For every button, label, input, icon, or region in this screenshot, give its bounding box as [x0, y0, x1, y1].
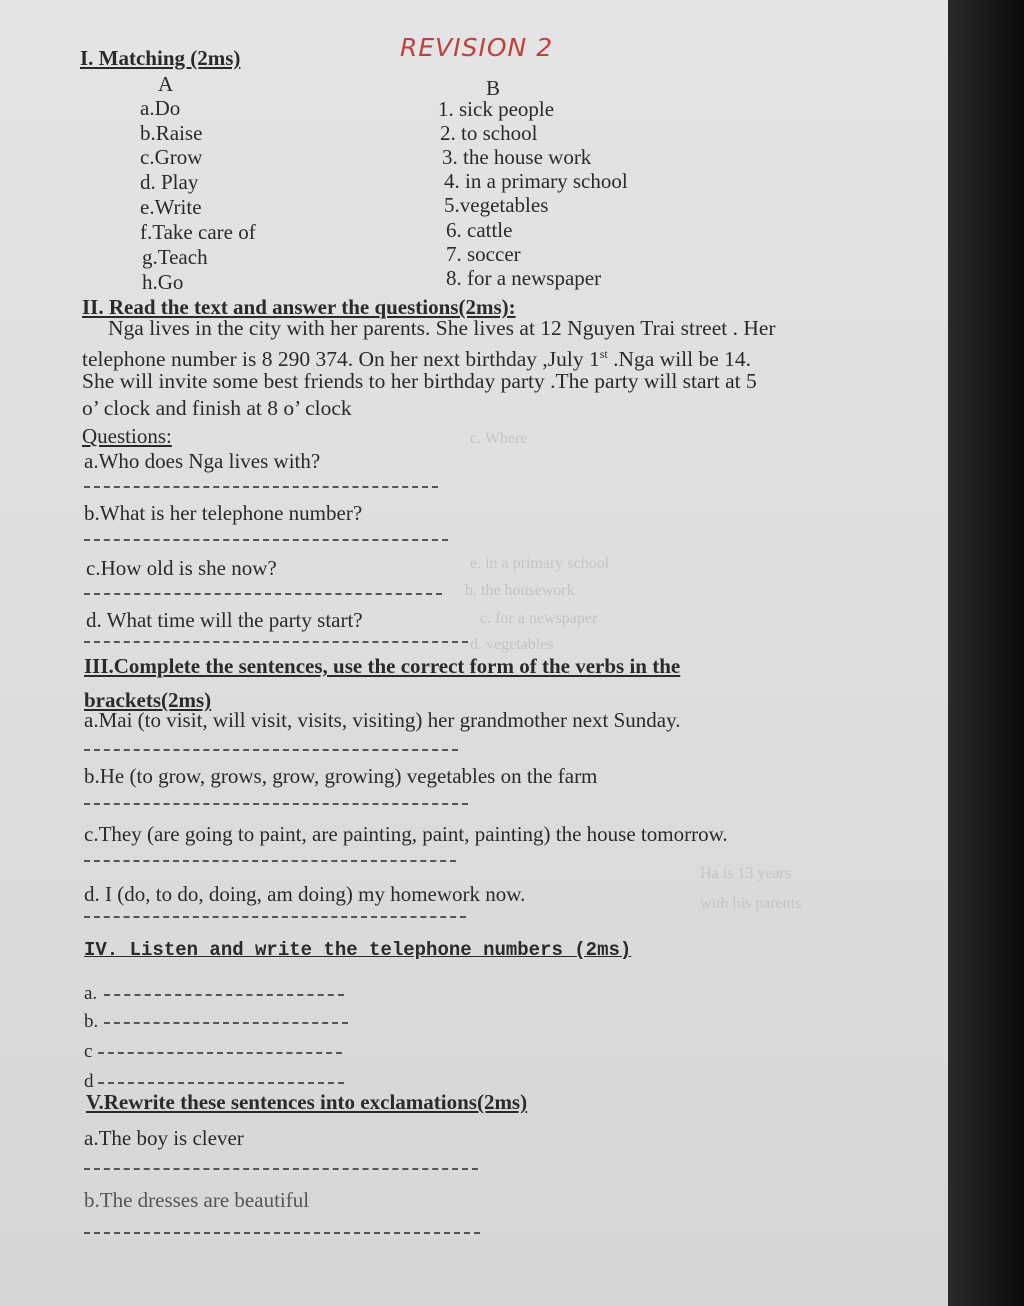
verb-sentence: a.Mai (to visit, will visit, visits, visiting) her grandmother next Sunday.: [84, 708, 681, 732]
passage-line: o’ clock and finish at 8 o’ clock: [82, 396, 352, 420]
answer-line[interactable]: [84, 539, 448, 541]
match-b-item: 8. for a newspaper: [446, 266, 602, 290]
match-b-item: 6. cattle: [446, 218, 513, 242]
exclamation-sentence: a.The boy is clever: [84, 1126, 244, 1150]
phone-label: a.: [84, 983, 98, 1004]
match-a-item: a.Do: [140, 96, 181, 120]
question: b.What is her telephone number?: [84, 501, 363, 525]
passage-line-text: .Nga will be 14.: [607, 347, 752, 372]
match-a-item: c.Grow: [140, 145, 203, 169]
handwritten-title: REVISION 2: [400, 33, 554, 62]
section-4-heading: IV. Listen and write the telephone numbers (2ms): [84, 939, 632, 961]
column-a-header: A: [158, 72, 174, 96]
bleed-through-text: with his parents: [700, 895, 802, 912]
answer-line[interactable]: [84, 916, 466, 918]
match-b-item: 4. in a primary school: [444, 169, 628, 193]
answer-line[interactable]: [84, 486, 438, 488]
passage-line: She will invite some best friends to her birthday party .The party will start at 5: [82, 369, 757, 393]
bleed-through-text: d. vegetables: [470, 636, 554, 653]
question: a.Who does Nga lives with?: [84, 449, 321, 473]
section-3-heading: III.Complete the sentences, use the correct form of the verbs in the: [84, 654, 681, 678]
phone-answer-line[interactable]: [98, 1082, 344, 1084]
answer-line[interactable]: [84, 860, 456, 862]
section-1-heading: I. Matching (2ms): [80, 46, 241, 70]
match-a-item: d. Play: [140, 170, 199, 194]
question: d. What time will the party start?: [86, 608, 363, 632]
bleed-through-text: e. in a primary school: [470, 555, 610, 572]
passage-line: Nga lives in the city with her parents. She lives at 12 Nguyen Trai street . Her: [108, 316, 776, 340]
bleed-through-text: b. the housework: [465, 582, 575, 599]
answer-line[interactable]: [84, 1168, 478, 1170]
section-2-heading: II. Read the text and answer the questions(2ms):: [82, 295, 516, 319]
answer-line[interactable]: [84, 749, 458, 751]
bleed-through-text: Ha is 13 years: [700, 865, 792, 882]
ordinal-superscript: st: [599, 347, 608, 361]
bleed-through-text: c. Where: [470, 430, 528, 447]
phone-label: d: [84, 1071, 94, 1092]
bleed-through-text: c. for a newspaper: [480, 610, 598, 627]
answer-line[interactable]: [84, 641, 468, 643]
match-b-item: 1. sick people: [438, 97, 555, 121]
passage-line-text: telephone number is 8 290 374. On her next birthday ,July 1: [82, 347, 600, 372]
verb-sentence: c.They (are going to paint, are painting, paint, painting) the house tomorrow.: [84, 822, 728, 846]
match-b-item: 7. soccer: [446, 242, 521, 266]
phone-answer-line[interactable]: [98, 1052, 342, 1054]
answer-line[interactable]: [84, 1232, 480, 1234]
verb-sentence: b.He (to grow, grows, grow, growing) vegetables on the farm: [84, 764, 598, 788]
match-a-item: g.Teach: [142, 245, 208, 269]
section-3-heading-cont: brackets(2ms): [84, 688, 212, 712]
exclamation-sentence: b.The dresses are beautiful: [84, 1188, 310, 1212]
column-b-header: B: [486, 76, 501, 100]
phone-label: c: [84, 1041, 93, 1062]
section-5-heading: V.Rewrite these sentences into exclamations(2ms): [86, 1090, 528, 1114]
question: c.How old is she now?: [86, 556, 277, 580]
match-a-item: b.Raise: [140, 121, 203, 145]
match-a-item: h.Go: [142, 270, 184, 294]
answer-line[interactable]: [84, 803, 468, 805]
match-b-item: 3. the house work: [442, 145, 592, 169]
match-a-item: e.Write: [140, 195, 202, 219]
phone-label: b.: [84, 1011, 99, 1032]
phone-answer-line[interactable]: [104, 994, 344, 996]
passage-line: [82, 342, 751, 371]
match-a-item: f.Take care of: [140, 220, 256, 244]
verb-sentence: d. I (do, to do, doing, am doing) my homework now.: [84, 882, 526, 906]
questions-label: Questions:: [82, 424, 172, 448]
phone-answer-line[interactable]: [104, 1022, 348, 1024]
dark-background-edge: [948, 0, 1024, 1306]
answer-line[interactable]: [84, 593, 442, 595]
match-b-item: 5.vegetables: [444, 193, 549, 217]
match-b-item: 2. to school: [440, 121, 538, 145]
